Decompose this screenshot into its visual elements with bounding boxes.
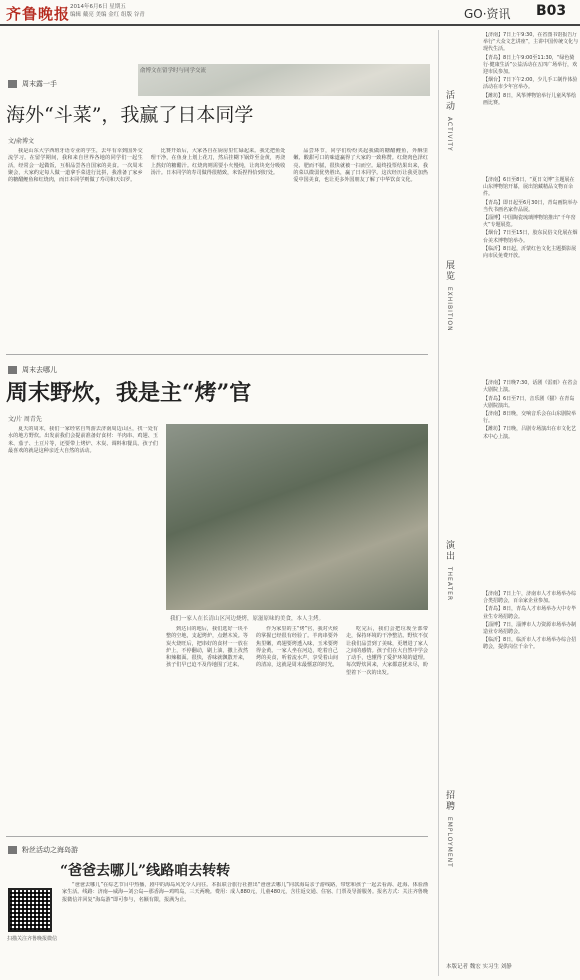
article1-body [8,148,428,348]
article2-col4: 吃完后，我们会把垃圾全部带走，保持环境的干净整洁。野炊不仅让我们品尝到了美味，更增进了家人之间的感情。孩子们在大自然中学会了动手，也懂得了爱护环境的道理。每次野炊回来，大家都意犹未尽，盼望着下一次的出发。 [346,626,428,676]
article2-col3: 作为家里的主“烤”官，我对火候的掌握已经很有经验了。羊肉串要外焦里嫩，鸡翅要烤透入味，玉米要烤得金黄。一家人坐在河边，吃着自己烤的美食，听着流水声，享受着山间的清凉，这就是周末最惬意的时光。 [256,626,338,669]
header-meta [70,3,145,19]
listing-item: 【济南】7日上午，济南市人才市场举办综合类招聘会，百余家企业参加。 [483,590,577,605]
article1-band: 周末露一手 [4,78,84,90]
header-editors: 编辑 戴亮 美编 金红 组版 谷青 [70,12,145,18]
article2-byline: 文/片 周青先 [8,416,42,423]
main-content [0,30,432,976]
label-exhibition: 展览 EXHIBITION [444,260,454,332]
article3-band: 粉丝活动之海岛游 [4,844,134,856]
listing-item: 【济南】7日上午9:30，在省图书馆报告厅举行“大众文艺讲座”，主讲中国传统文化与现代生活。 [483,32,579,53]
article3-title: “爸爸去哪儿”线路咱去转转 [60,863,231,879]
divider [6,836,428,837]
qr-caption: 扫描关注齐鲁晚报微信 [6,936,57,942]
listing-item: 【济南】8日晚，交响音乐会在山东剧院举行。 [483,411,577,425]
listing-item: 【青岛】6日至7日，音乐剧《猫》在青岛大剧院演出。 [483,395,575,409]
newspaper-logo: 齐鲁晚报 [6,5,71,23]
listing-item: 【青岛】8日上午9:00至11:30，“绿色骑行·健康生活”公益活动在五四广场举行，欢迎市民参加。 [483,54,578,76]
article2-title: 周末野炊，我是主“烤”官 [6,380,252,406]
listing-item: 【淄博】7日，淄博市人力资源市场举办制造业专场招聘会。 [483,621,577,635]
article1-col2: 比赛开始后，大家各自在厨房里忙碌起来。我先把鱼处理干净，在鱼身上划上花刀，然后挂糊下锅炸至金黄，再浇上熬好的糖醋汁。红烧肉则需要小火慢炖，让肉块充分吸收汤汁。日本同学的寿司做得很精致，米饭捏得恰到好处。 [150,148,286,176]
article2-col2: 到达目的地后，我们选好一块平整的空地，支起烤炉，点燃木炭。等炭火烧旺后，把串好的食材一一放在炉上，不停翻动，刷上油，撒上孜然和辣椒面。很快，香味就飘散开来，孩子们早已迫不及待地围了过来。 [166,626,248,669]
article1-col3: 品尝环节，同学们纷纷夹起我做的糖醋鲤鱼，外酥里嫩、酸甜可口的味道赢得了大家的一致称赞。红烧肉色泽红亮、肥而不腻，很快就被一扫而空。最终投票结果出来，我的菜以微弱优势胜出，赢了日本同学。这次经历让我更加热爱中国美食，也让更多外国朋友了解了中华饮食文化。 [293,148,429,184]
listing-item: 【潍坊】8日，风筝博物馆举行儿童风筝绘画比赛。 [483,92,577,106]
page-header [0,0,580,26]
label-theater: 演出 THEATER [444,540,454,602]
article1-photo-caption: 俞博文在留学时与同学交流 [140,68,207,74]
article2-photo-caption: 我们一家人在长清山区河边烧烤，原滋原味的美食，本人主烤。 [170,616,325,622]
label-activity: 活动 ACTIVITY [444,90,454,152]
listings-sidebar [438,30,580,976]
listing-item: 【临沂】8日起，沂蒙红色文化主题摄影展向市民免费开放。 [483,245,577,260]
article2-body-right [166,626,428,846]
qr-code-icon[interactable] [8,888,52,932]
listing-item: 【青岛】8日，青岛人才市场举办大中专毕业生专场招聘会。 [483,606,577,620]
divider [6,354,428,355]
barbecue-photo [166,424,428,610]
article1-col1: 我是山东大学西班牙语专业的学生，去年有幸到国外交流学习。在留学期间，我和来自世界各地的同学们一起生活，经常会一起做饭，互相品尝各自国家的美食。一次周末聚会，大家约定每人做一道拿手菜进行比拼，我准备了家乡的糖醋鲤鱼和红烧肉，而日本同学则做了寿司和天妇罗。 [8,148,143,184]
article1-byline: 文/俞博文 [8,138,35,145]
article2-col1: 夏天的周末，我们一家经常自驾游去济南周边山区，找一处有水的地方野炊。出发前我们会提前准备好食材：羊肉串、鸡翅、玉米、茄子、土豆片等，还要带上烤炉、木炭、调料和餐具。孩子们最喜欢的就是这种亲近大自然的活动。 [8,426,158,454]
section-name: GO·资讯 [464,7,511,21]
listing-item: 【烟台】7日下午2:00，少儿手工制作体验活动在市少年宫举办。 [483,77,578,91]
listing-item: 【烟台】7日至15日，胶东民俗文化展在烟台美术博物馆举办。 [483,230,578,244]
page-number: B03 [536,3,567,19]
label-employment: 招聘 EMPLOYMENT [444,790,454,868]
article3-text: “爸爸去哪儿”在综艺节目中热播，剧中的海岛风光令人向往。本报联合旅行社推出“爸爸去哪儿”同款海岛亲子游线路，带您和孩子一起去看海、赶海、体验渔家生活。线路：济南—威海—刘公岛—那香海—鸡鸣岛，三天两晚。费用：成人880元，儿童480元，含往返交通、住宿、门票及导游服务。报名方式：关注齐鲁晚报微信并回复“海岛游”即可参与，名额有限，报满为止。 [62,882,428,903]
listing-item: 【临沂】8日，临沂市人才市场举办综合招聘会，提供岗位千余个。 [483,637,577,651]
listing-item: 【济南】6日至8日，“夏日文博”主题展在山东博物馆开幕，展出馆藏精品文物百余件。 [483,177,575,198]
article3-body [62,882,428,972]
article1-title: 海外“斗菜”，我赢了日本同学 [6,104,254,126]
listing-item: 【济南】7日晚7:30，话剧《雷雨》在省会大剧院上演。 [483,380,578,394]
article2-band: 周末去哪儿 [4,364,84,376]
page-footer-credit: 本版记者 魏宏 实习生 刘静 [446,964,512,970]
listing-item: 【淄博】中国陶瓷琉璃博物馆推出“千年窑火”专题展览。 [483,215,576,229]
listings-text [483,32,579,972]
listing-item: 【青岛】即日起至6月30日，青岛画院举办当代书画名家作品展。 [483,199,578,213]
listing-item: 【潍坊】7日晚，吕剧专场演出在市文化艺术中心上演。 [483,426,577,440]
header-date: 2014年6月6日 星期五 [70,4,126,10]
article2-body-left [8,426,158,846]
